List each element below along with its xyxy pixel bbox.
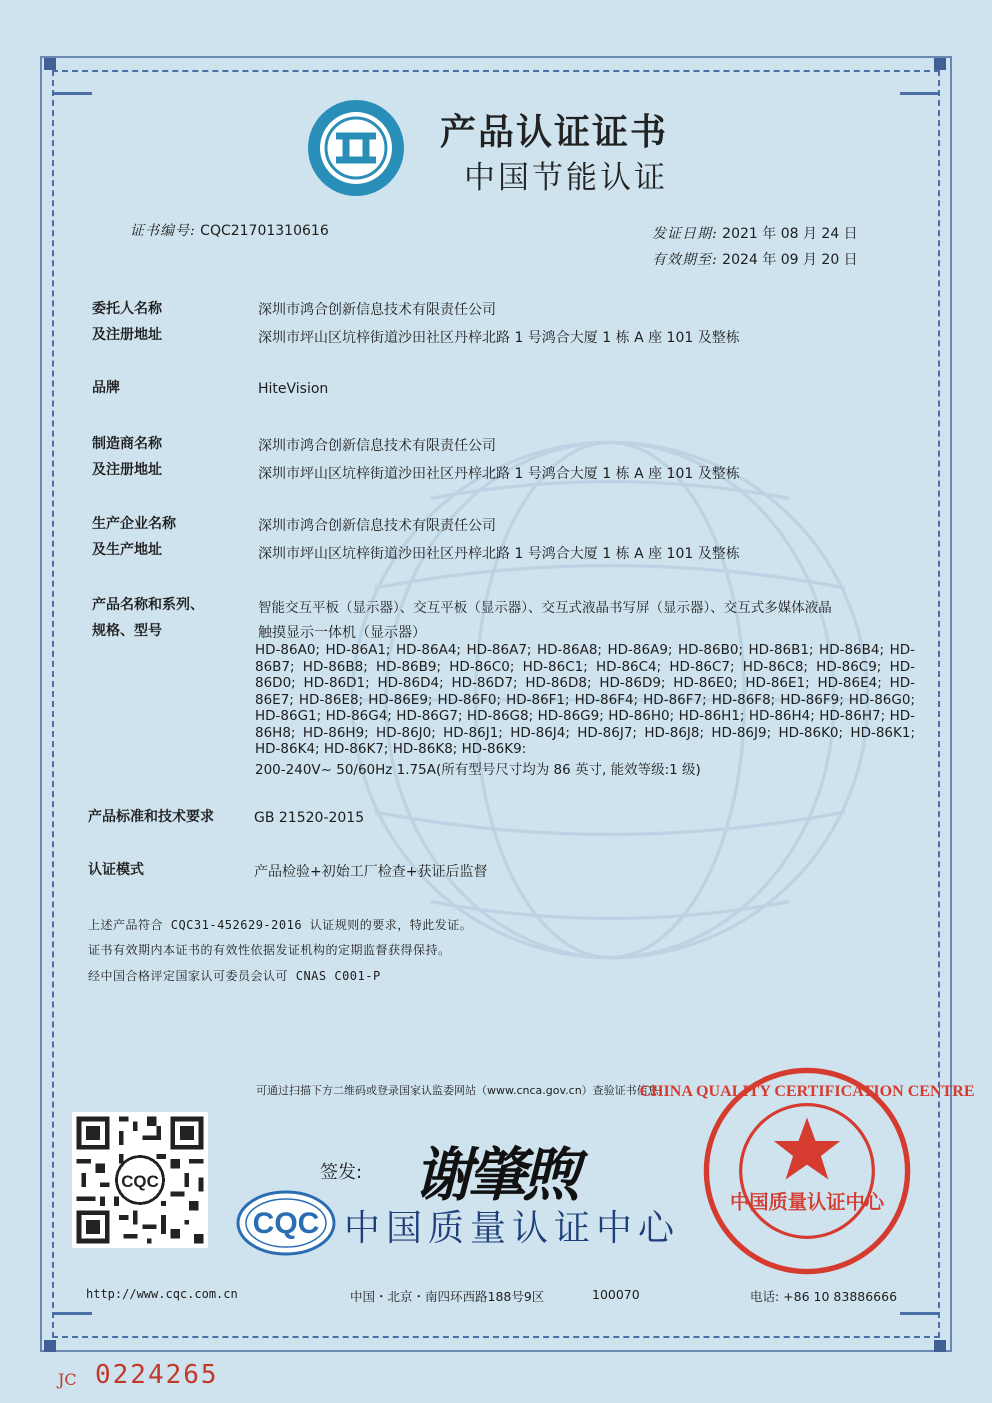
energy-certification-logo-icon xyxy=(306,98,406,198)
factory-label: 生产企业名称 xyxy=(92,516,176,532)
verification-instructions: 可通过扫描下方二维码或登录国家认监委网站（www.cnca.gov.cn）查验证书信息 xyxy=(256,1084,659,1097)
factory-label-2: 及生产地址 xyxy=(92,542,162,558)
qr-center-logo: CQC xyxy=(121,1172,159,1192)
valid-date-label: 有效期至: xyxy=(652,252,718,268)
corner-ornament xyxy=(934,58,946,70)
manufacturer-label: 制造商名称 xyxy=(92,436,162,452)
certificate-subtitle: 中国节能认证 xyxy=(464,160,668,196)
official-seal-stamp xyxy=(639,1064,975,1278)
factory-address: 深圳市坪山区坑梓街道沙田社区丹梓北路 1 号鸿合大厦 1 栋 A 座 101 及整栋 xyxy=(258,546,740,562)
manufacturer-name: 深圳市鸿合创新信息技术有限责任公司 xyxy=(258,438,496,454)
issue-date-label: 发证日期: xyxy=(652,226,718,242)
brand-label: 品牌 xyxy=(92,380,120,396)
applicant-address: 深圳市坪山区坑梓街道沙田社区丹梓北路 1 号鸿合大厦 1 栋 A 座 101 及整栋 xyxy=(258,330,740,346)
certificate-title: 产品认证证书 xyxy=(440,112,669,153)
product-models: HD-86A0; HD-86A1; HD-86A4; HD-86A7; HD-86A8; HD-86A9; HD-86B0; HD-86B1; HD-86B4; HD-86B7; HD-86B8; HD-86B9; HD-86C0; HD-86C1; HD-86C4; HD-86C7; HD-86C8; HD-86C9; HD-86D0; HD-86D1; HD-86D4; HD-86D7; HD-86D8; HD-86D9; HD-86E0; HD-86E1; HD-86E4; HD-86E7; HD-86E8; HD-86E9; HD-86F0; HD-86F1; HD-86F4; HD-86F7; HD-86F8; HD-86F9; HD-86G0; HD-86G1; HD-86G4; HD-86G7; HD-86G8; HD-86G9; HD-86H0; HD-86H1; HD-86H4; HD-86H7; HD-86H8; HD-86H9; HD-86J0; HD-86J1; HD-86J4; HD-86J7; HD-86J8; HD-86J9; HD-86K0; HD-86K1; HD-86K4; HD-86K7; HD-86K8; HD-86K9: xyxy=(255,642,915,757)
note-line: 经中国合格评定国家认可委员会认可 CNAS C001-P xyxy=(88,969,381,983)
serial-number: 0224265 xyxy=(95,1360,219,1390)
cert-no-label: 证书编号: xyxy=(130,223,196,239)
applicant-name: 深圳市鸿合创新信息技术有限责任公司 xyxy=(258,302,496,318)
issued-by-label: 签发: xyxy=(320,1162,363,1183)
certification-mode-value: 产品检验+初始工厂检查+获证后监督 xyxy=(254,864,488,880)
factory-name: 深圳市鸿合创新信息技术有限责任公司 xyxy=(258,518,496,534)
product-name-line2: 触摸显示一体机（显示器） xyxy=(258,625,426,641)
standard-value: GB 21520-2015 xyxy=(254,810,365,826)
svg-text:中国质量认证中心: 中国质量认证中心 xyxy=(730,1192,884,1214)
brand-value: HiteVision xyxy=(258,381,329,397)
certification-mode-label: 认证模式 xyxy=(88,862,144,878)
issuer-name: 中国质量认证中心 xyxy=(344,1208,681,1249)
svg-text:CHINA QUALITY CERTIFICATION CE: CHINA QUALITY CERTIFICATION CENTRE xyxy=(639,1083,975,1101)
frame-accent xyxy=(900,1312,940,1315)
cqc-logo-text: CQC xyxy=(252,1207,320,1240)
product-label: 产品名称和系列、 xyxy=(92,597,204,613)
corner-ornament xyxy=(44,58,56,70)
corner-ornament xyxy=(44,1340,56,1352)
footer-address: 中国・北京・南四环西路188号9区 xyxy=(350,1289,545,1304)
issue-date xyxy=(652,223,858,243)
qr-code[interactable] xyxy=(72,1112,208,1248)
standard-label: 产品标准和技术要求 xyxy=(88,809,214,825)
certificate-number xyxy=(130,220,329,240)
footer-phone: 电话: +86 10 83886666 xyxy=(750,1289,898,1304)
issue-date-value: 2021 年 08 月 24 日 xyxy=(722,226,858,242)
valid-date xyxy=(652,249,858,269)
product-name-line1: 智能交互平板（显示器）、交互平板（显示器）、交互式液晶书写屏（显示器）、交互式多媒体液晶 xyxy=(258,600,832,616)
frame-accent xyxy=(52,92,92,95)
serial-prefix: JC xyxy=(58,1370,77,1389)
cert-no-value: CQC21701310616 xyxy=(200,223,329,239)
frame-accent xyxy=(900,92,940,95)
note-line: 上述产品符合 CQC31-452629-2016 认证规则的要求，特此发证。 xyxy=(88,918,473,932)
frame-accent xyxy=(52,1312,92,1315)
manufacturer-address: 深圳市坪山区坑梓街道沙田社区丹梓北路 1 号鸿合大厦 1 栋 A 座 101 及整栋 xyxy=(258,466,740,482)
applicant-label: 委托人名称 xyxy=(92,301,162,317)
footer-website[interactable]: http://www.cqc.com.cn xyxy=(86,1287,238,1301)
manufacturer-label-2: 及注册地址 xyxy=(92,462,162,478)
footer-postcode: 100070 xyxy=(592,1287,640,1302)
note-line: 证书有效期内本证书的有效性依据发证机构的定期监督获得保持。 xyxy=(88,943,451,957)
corner-ornament xyxy=(934,1340,946,1352)
valid-date-value: 2024 年 09 月 20 日 xyxy=(722,252,858,268)
product-label-2: 规格、型号 xyxy=(92,623,162,639)
cqc-logo-icon xyxy=(236,1190,336,1256)
applicant-label-2: 及注册地址 xyxy=(92,327,162,343)
handwritten-signature: 谢肇煦 xyxy=(414,1141,577,1209)
product-rating: 200-240V~ 50/60Hz 1.75A(所有型号尺寸均为 86 英寸, 能效等级:1 级) xyxy=(255,762,701,778)
